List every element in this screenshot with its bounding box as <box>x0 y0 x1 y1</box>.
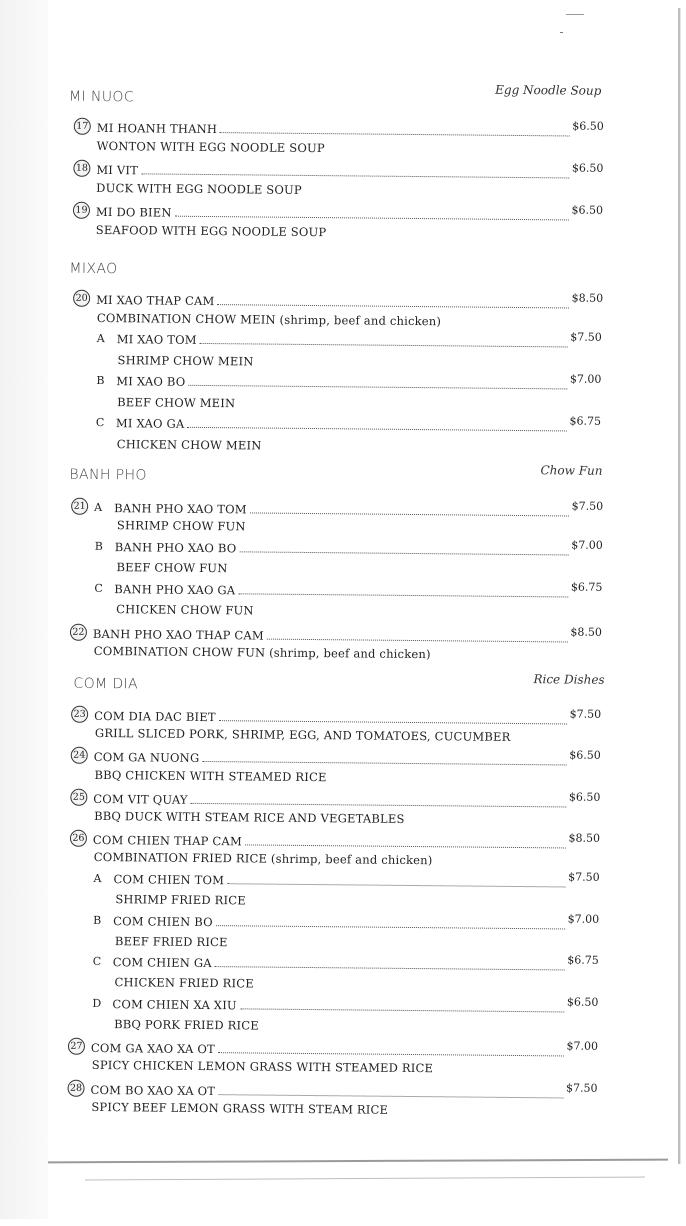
item-description: BEEF CHOW FUN <box>116 560 228 576</box>
item-name: MI XAO GA <box>115 416 185 431</box>
section-subtitle-rice-dishes: Rice Dishes <box>533 672 605 687</box>
item-price: $8.50 <box>568 831 601 845</box>
item-price: $7.50 <box>568 870 600 884</box>
item-price: $7.50 <box>571 499 604 513</box>
dot-leader <box>188 385 566 390</box>
dot-leader <box>239 551 568 555</box>
menu-item-20c <box>96 416 601 435</box>
dot-leader <box>218 1094 563 1098</box>
item-number-badge: 20 <box>73 290 90 307</box>
dot-leader <box>227 883 565 887</box>
menu-item-21b <box>95 540 603 559</box>
menu-item-22 <box>70 624 602 646</box>
item-name: BANH PHO XAO THAP CAM <box>92 626 264 643</box>
menu-item-26b <box>93 914 599 933</box>
menu-item-18 <box>73 160 603 182</box>
item-price: $6.75 <box>569 414 602 428</box>
item-description: BEEF CHOW MEIN <box>117 395 236 411</box>
item-letter: C <box>92 954 102 969</box>
section-subtitle-chow-fun: Chow Fun <box>540 463 603 478</box>
item-name: COM CHIEN BO <box>113 914 213 930</box>
item-name: COM GA NUONG <box>93 749 200 765</box>
menu-item-28 <box>67 1080 597 1102</box>
dot-leader <box>202 761 566 765</box>
item-name: MI XAO THAP CAM <box>96 292 215 309</box>
section-title-mi-nuoc: MI NUOC <box>68 88 135 106</box>
item-price: $6.50 <box>569 748 601 762</box>
item-name: BANH PHO XAO BO <box>114 540 237 556</box>
item-number-badge: 17 <box>74 118 91 135</box>
item-letter: B <box>93 913 102 928</box>
section-title-mixao: MIXAO <box>69 260 118 278</box>
section-subtitle-egg-noodle-soup: Egg Noodle Soup <box>495 82 602 98</box>
item-name: COM CHIEN XA XIU <box>112 997 237 1013</box>
item-price: $6.75 <box>570 580 603 594</box>
dot-leader <box>216 925 565 929</box>
item-name: COM CHIEN GA <box>112 955 212 971</box>
item-number-badge: 27 <box>68 1038 85 1055</box>
menu-item-26d <box>92 997 598 1016</box>
item-description: BBQ CHICKEN WITH STEAMED RICE <box>94 767 327 785</box>
item-description: SPICY CHICKEN LEMON GRASS WITH STEAMED RICE <box>91 1057 434 1076</box>
section-title-com-dia: COM DIA <box>73 675 139 693</box>
item-description: COMBINATION CHOW FUN (shrimp, beef and chicken) <box>93 643 431 662</box>
item-name: MI XAO TOM <box>116 332 197 347</box>
item-description: SHRIMP FRIED RICE <box>115 892 246 908</box>
item-description: BBQ DUCK WITH STEAM RICE AND VEGETABLES <box>94 808 405 826</box>
dot-leader <box>175 216 569 221</box>
dot-leader <box>219 720 567 724</box>
item-name: COM GA XAO XA OT <box>90 1040 216 1057</box>
item-price: $7.00 <box>566 1039 599 1053</box>
dot-leader <box>267 639 567 643</box>
item-description: COMBINATION CHOW MEIN (shrimp, beef and chicken) <box>96 310 442 329</box>
item-price: $8.50 <box>570 625 603 639</box>
item-price: $7.00 <box>567 912 600 926</box>
item-name: COM VIT QUAY <box>93 791 188 807</box>
item-number-badge: 19 <box>73 202 90 219</box>
item-price: $7.50 <box>566 1081 598 1095</box>
item-name: COM CHIEN THAP CAM <box>92 832 243 849</box>
item-price: $7.00 <box>569 372 602 386</box>
menu-item-20b <box>96 374 601 393</box>
item-description: GRILL SLICED PORK, SHRIMP, EGG, AND TOMATOES, CUCUMBER <box>94 725 511 744</box>
item-description: DUCK WITH EGG NOODLE SOUP <box>96 180 302 197</box>
menu-item-23 <box>71 706 601 728</box>
item-number-badge: 25 <box>70 789 87 806</box>
item-description: BEEF FRIED RICE <box>114 934 228 950</box>
menu-item-21a <box>71 498 603 520</box>
menu-item-21c <box>94 582 602 601</box>
item-number-badge: 24 <box>71 747 88 764</box>
menu-item-26 <box>70 830 600 852</box>
dot-leader <box>240 1008 564 1012</box>
item-letter: D <box>92 996 102 1011</box>
item-number-badge: 21 <box>71 498 88 515</box>
item-description: SEAFOOD WITH EGG NOODLE SOUP <box>95 222 327 240</box>
menu-item-19 <box>73 202 603 224</box>
item-description: SPICY BEEF LEMON GRASS WITH STEAM RICE <box>91 1099 389 1117</box>
dot-leader <box>218 1052 563 1056</box>
item-number-badge: 22 <box>70 624 87 641</box>
item-description: CHICKEN CHOW FUN <box>116 602 254 618</box>
item-description: CHICKEN FRIED RICE <box>114 975 254 991</box>
dot-leader <box>215 966 564 970</box>
item-name: COM BO XAO XA OT <box>90 1082 216 1099</box>
item-number-badge: 23 <box>71 706 88 723</box>
item-name: MI HOANH THANH <box>96 120 218 137</box>
item-price: $7.50 <box>569 707 602 721</box>
item-description: CHICKEN CHOW MEIN <box>116 437 262 453</box>
dot-leader <box>238 593 567 597</box>
item-name: BANH PHO XAO TOM <box>114 501 247 517</box>
menu-item-26c <box>93 955 599 974</box>
item-letter: A <box>94 500 103 515</box>
dot-leader <box>141 173 569 178</box>
item-description: BBQ PORK FRIED RICE <box>114 1017 259 1033</box>
section-title-banh-pho: BANH PHO <box>69 466 147 484</box>
dot-leader <box>200 343 567 348</box>
item-letter: B <box>94 539 103 554</box>
dot-leader <box>191 803 566 808</box>
item-letter: A <box>93 871 102 886</box>
menu-item-20 <box>73 290 603 312</box>
dot-leader <box>218 304 569 308</box>
item-letter: A <box>96 331 105 346</box>
item-price: $6.50 <box>572 119 604 133</box>
item-price: $6.75 <box>567 953 599 967</box>
item-name: COM CHIEN TOM <box>113 872 225 888</box>
item-name: MI DO BIEN <box>95 204 172 220</box>
dot-leader <box>250 512 569 516</box>
item-price: $6.50 <box>571 161 604 175</box>
item-price: $7.50 <box>570 330 602 344</box>
item-price: $8.50 <box>571 291 604 305</box>
item-price: $6.50 <box>566 995 599 1009</box>
item-letter: B <box>96 373 105 388</box>
item-name: MI VIT <box>96 162 139 178</box>
menu-item-26a <box>94 872 600 891</box>
item-price: $6.50 <box>571 203 604 217</box>
menu-item-17 <box>74 118 604 140</box>
menu-item-27 <box>68 1038 598 1060</box>
item-price: $7.00 <box>571 538 603 552</box>
dot-leader <box>220 132 569 136</box>
item-number-badge: 28 <box>67 1080 84 1097</box>
item-name: MI XAO BO <box>116 374 186 389</box>
item-number-badge: 18 <box>73 160 90 177</box>
menu-item-24 <box>71 747 601 769</box>
item-price: $6.50 <box>568 790 601 804</box>
item-number-badge: 26 <box>70 830 87 847</box>
item-description: SHRIMP CHOW MEIN <box>117 353 254 369</box>
menu-item-20a <box>97 332 602 351</box>
item-letter: C <box>94 581 103 596</box>
dot-leader <box>187 427 566 432</box>
item-description: SHRIMP CHOW FUN <box>116 518 246 534</box>
item-name: COM DIA DAC BIET <box>94 708 216 725</box>
item-letter: C <box>95 415 105 430</box>
item-name: BANH PHO XAO GA <box>114 582 236 598</box>
dot-leader <box>245 844 565 848</box>
item-description: COMBINATION FRIED RICE (shrimp, beef and chicken) <box>93 849 433 868</box>
menu-item-25 <box>70 789 600 811</box>
item-description: WONTON WITH EGG NOODLE SOUP <box>96 138 325 156</box>
